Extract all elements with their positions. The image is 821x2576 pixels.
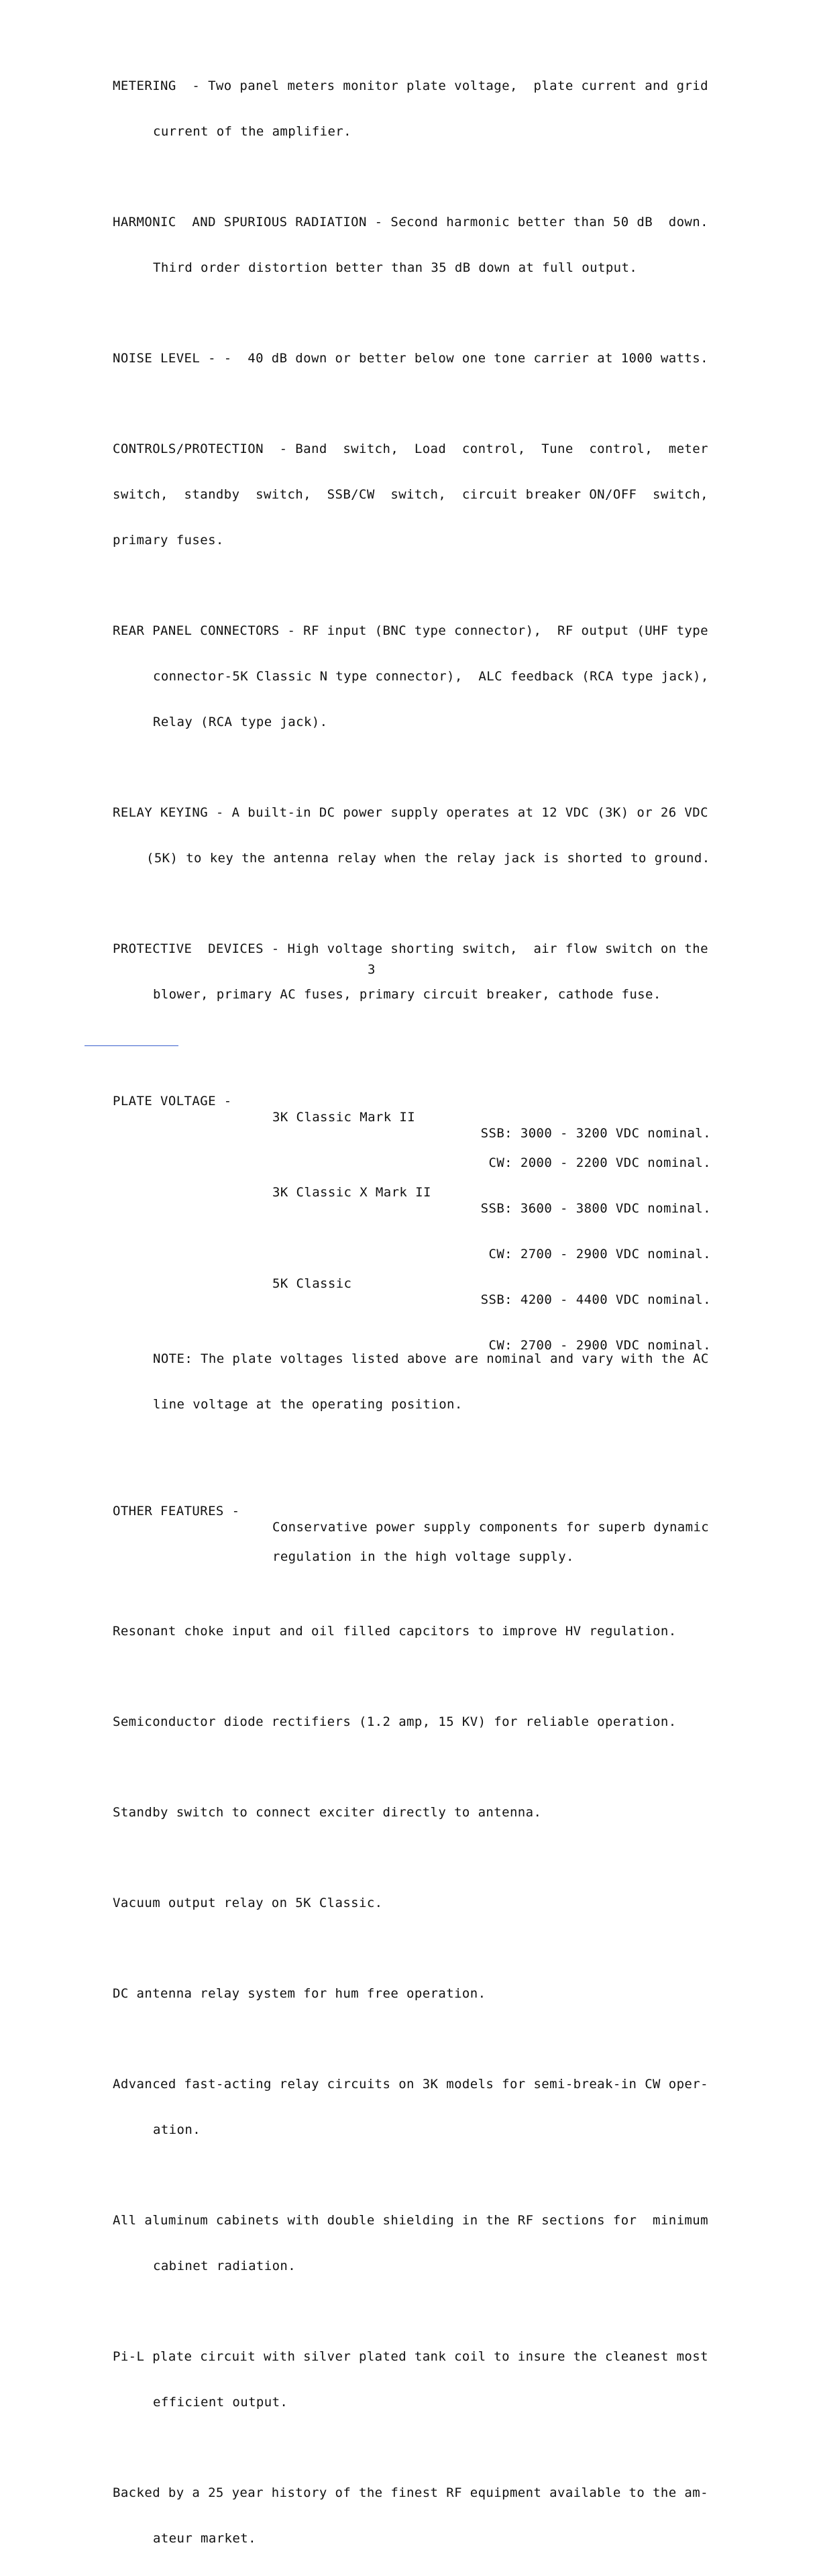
feature-line-2: ation. <box>153 2122 201 2137</box>
controls-line-2: switch, standby switch, SSB/CW switch, circuit breaker ON/OFF switch, <box>113 487 708 502</box>
feature-pil <box>113 2319 716 2440</box>
protective-line-2: blower, primary AC fuses, primary circuit breaker, cathode fuse. <box>153 987 661 1002</box>
feature-advanced <box>113 2047 716 2167</box>
controls-line-3: primary fuses. <box>113 533 224 548</box>
feature-resonant <box>113 1594 716 1669</box>
plate-voltage-row <box>113 1259 716 1307</box>
plate-voltage-row <box>113 1168 716 1216</box>
plate-voltage-spec: CW: 2000 - 2200 VDC nominal. <box>488 1155 711 1170</box>
feature-line: DC antenna relay system for hum free operation. <box>113 1986 486 2001</box>
plate-voltage-note-line-2: line voltage at the operating position. <box>153 1397 463 1412</box>
metering-entry <box>113 48 716 169</box>
harmonic-line-1: HARMONIC AND SPURIOUS RADIATION - Second harmonic better than 50 dB down. <box>113 215 708 229</box>
plate-voltage-label: PLATE VOLTAGE - <box>113 1094 232 1109</box>
other-features-row <box>113 1487 716 1535</box>
spec-page <box>113 48 716 2576</box>
other-features-line-1: Conservative power supply components for superb dynamic <box>272 1520 710 1535</box>
feature-line-2: cabinet radiation. <box>153 2259 296 2273</box>
feature-semiconductor <box>113 1684 716 1759</box>
feature-line-2: ateur market. <box>153 2531 256 2546</box>
feature-line-1: All aluminum cabinets with double shielding in the RF sections for minimum <box>113 2213 708 2228</box>
plate-voltage-spec: SSB: 3600 - 3800 VDC nominal. <box>480 1201 711 1216</box>
other-features-entry <box>113 1457 716 1578</box>
feature-line: Semiconductor diode rectifiers (1.2 amp, 15 KV) for reliable operation. <box>113 1714 677 1729</box>
feature-dc-relay <box>113 1956 716 2031</box>
relay-keying-entry <box>113 775 716 896</box>
plate-voltage-spec: CW: 2700 - 2900 VDC nominal. <box>488 1338 711 1353</box>
controls-line-1: CONTROLS/PROTECTION - Band switch, Load control, Tune control, meter <box>113 442 708 456</box>
controls-entry <box>113 411 716 578</box>
footnote-divider <box>85 1045 178 1046</box>
feature-aluminum <box>113 2183 716 2304</box>
noise-entry <box>113 321 716 396</box>
plate-voltage-spec: SSB: 3000 - 3200 VDC nominal. <box>480 1126 711 1141</box>
other-features-row <box>113 1533 716 1564</box>
other-features-label: OTHER FEATURES - <box>113 1504 240 1518</box>
plate-voltage-row <box>113 1077 716 1141</box>
plate-voltage-spec: CW: 2700 - 2900 VDC nominal. <box>488 1247 711 1261</box>
feature-backed <box>113 2455 716 2576</box>
feature-line-1: Backed by a 25 year history of the finest RF equipment available to the am- <box>113 2485 708 2500</box>
plate-voltage-note-line-1: NOTE: The plate voltages listed above are nominal and vary with the AC <box>153 1351 709 1366</box>
plate-voltage-row <box>113 1123 716 1170</box>
metering-line-1: METERING - Two panel meters monitor plate voltage, plate current and grid <box>113 79 708 93</box>
other-features-line-2: regulation in the high voltage supply. <box>272 1549 574 1564</box>
relay-keying-line-2: (5K) to key the antenna relay when the relay jack is shorted to ground. <box>146 851 710 866</box>
feature-vacuum <box>113 1865 716 1941</box>
rear-panel-line-2: connector-5K Classic N type connector), ALC feedback (RCA type jack), <box>153 669 709 684</box>
harmonic-entry <box>113 185 716 305</box>
page-number: 3 <box>368 962 376 977</box>
feature-line: Standby switch to connect exciter directly to antenna. <box>113 1805 542 1820</box>
rear-panel-line-3: Relay (RCA type jack). <box>153 715 328 729</box>
plate-voltage-model: 5K Classic <box>272 1276 352 1291</box>
feature-standby <box>113 1775 716 1850</box>
protective-entry <box>113 911 716 1032</box>
feature-line-1: Pi-L plate circuit with silver plated tank coil to insure the cleanest most <box>113 2349 708 2364</box>
plate-voltage-row <box>113 1214 716 1261</box>
rear-panel-line-1: REAR PANEL CONNECTORS - RF input (BNC type connector), RF output (UHF type <box>113 623 708 638</box>
noise-line-1: NOISE LEVEL - - 40 dB down or better below one tone carrier at 1000 watts. <box>113 351 708 366</box>
feature-line-1: Advanced fast-acting relay circuits on 3K models for semi-break-in CW oper- <box>113 2077 708 2092</box>
plate-voltage-row <box>113 1305 716 1353</box>
rear-panel-entry <box>113 593 716 760</box>
plate-voltage-model: 3K Classic Mark II <box>272 1110 416 1125</box>
plate-voltage-model: 3K Classic X Mark II <box>272 1185 431 1200</box>
metering-line-2: current of the amplifier. <box>153 124 351 139</box>
plate-voltage-entry <box>113 1047 716 1442</box>
relay-keying-line-1: RELAY KEYING - A built-in DC power supply operates at 12 VDC (3K) or 26 VDC <box>113 805 708 820</box>
protective-line-1: PROTECTIVE DEVICES - High voltage shorting switch, air flow switch on the <box>113 941 708 956</box>
feature-line: Vacuum output relay on 5K Classic. <box>113 1896 383 1910</box>
feature-line-2: efficient output. <box>153 2395 288 2410</box>
harmonic-line-2: Third order distortion better than 35 dB down at full output. <box>153 260 638 275</box>
feature-line: Resonant choke input and oil filled capcitors to improve HV regulation. <box>113 1624 677 1639</box>
plate-voltage-spec: SSB: 4200 - 4400 VDC nominal. <box>480 1292 711 1307</box>
